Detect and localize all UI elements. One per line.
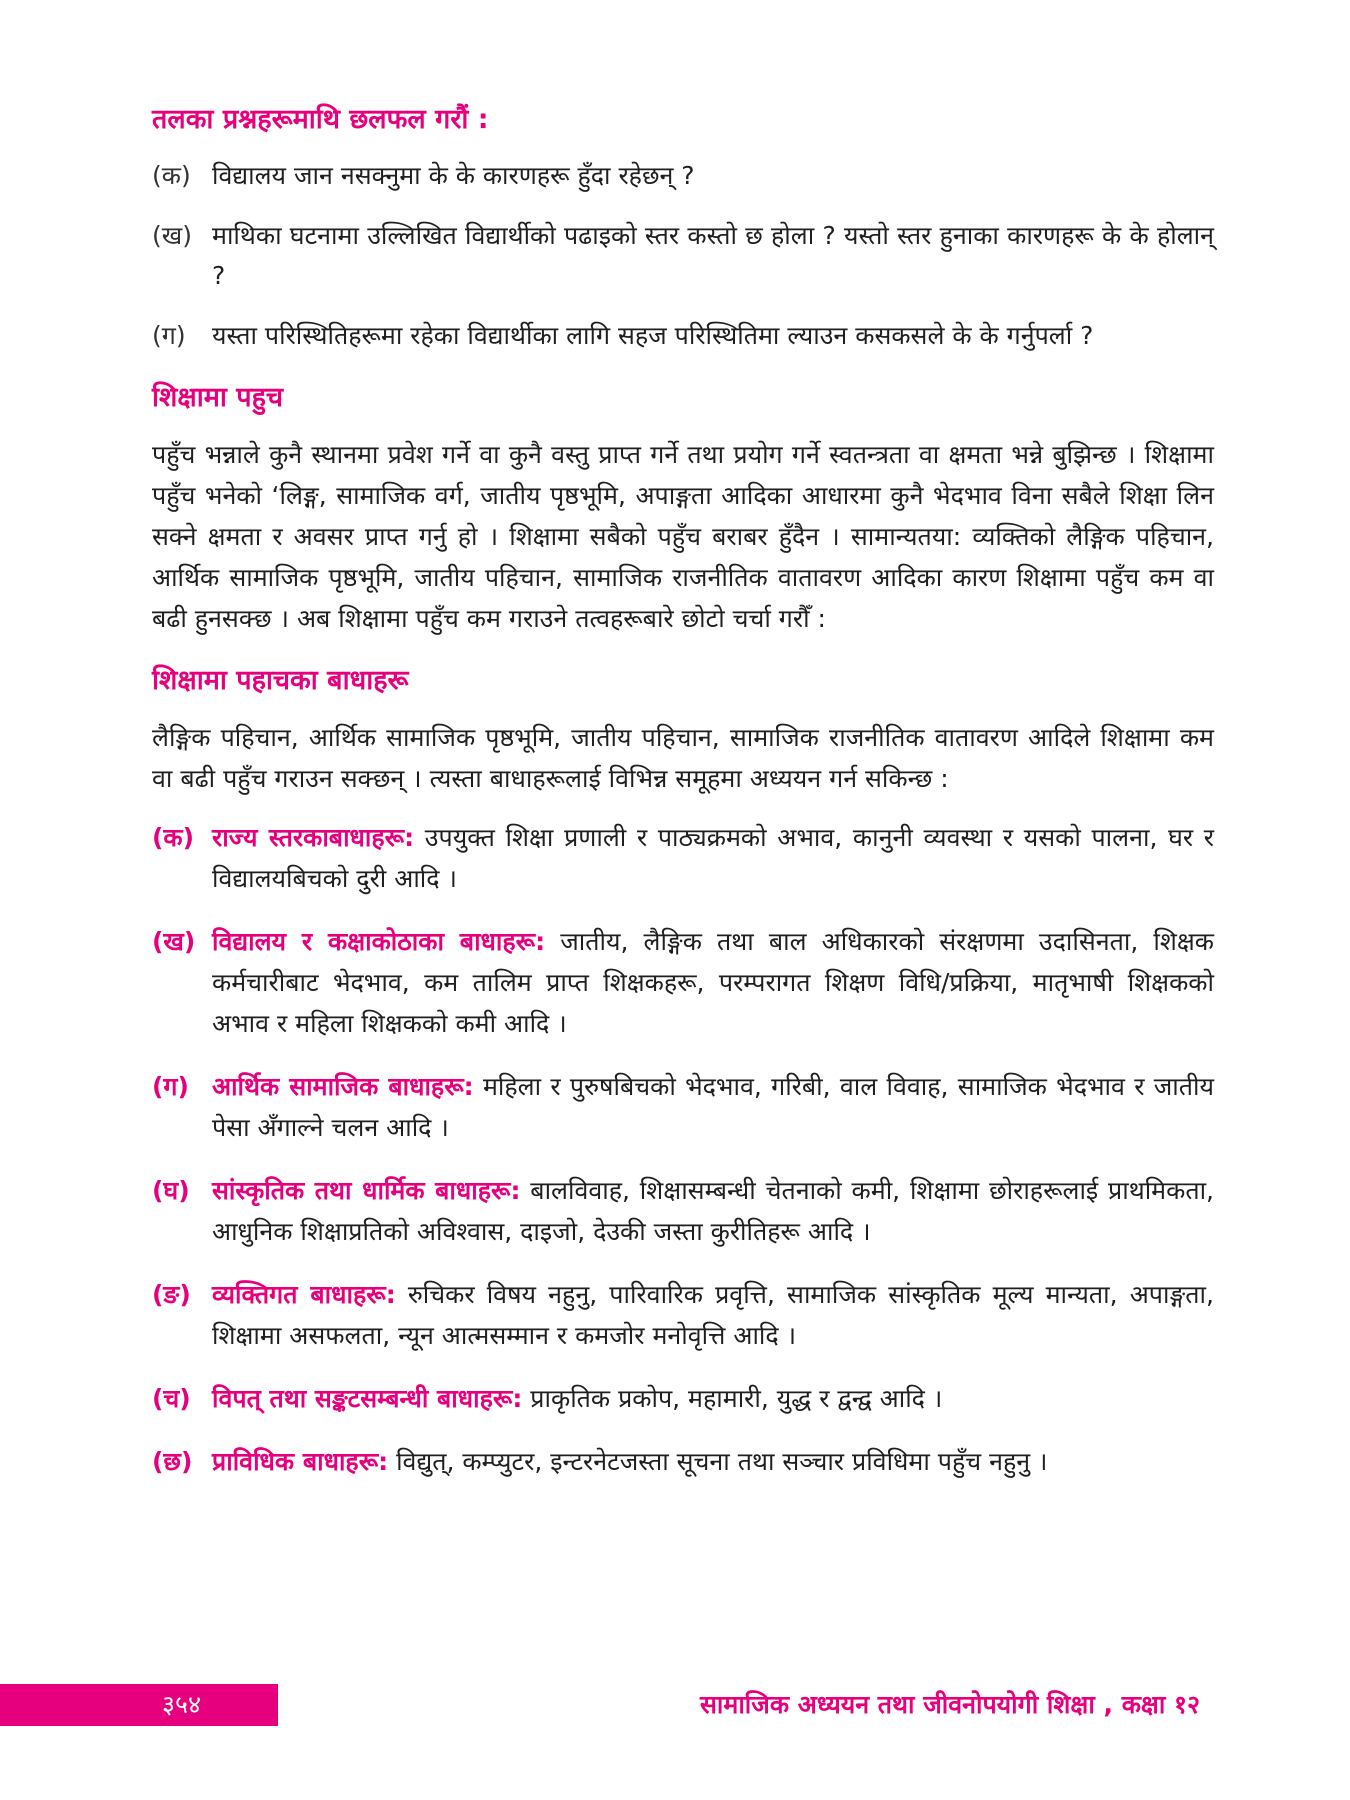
question-text: यस्ता परिस्थितिहरूमा रहेका विद्यार्थीका लागि सहज परिस्थितिमा ल्याउन कसकसले के के गर्नुपर्ला ? (212, 321, 1094, 350)
barrier-text-block (212, 1170, 1214, 1252)
barrier-description: जातीय, लैङ्गिक तथा बाल अधिकारको संरक्षणमा उदासिनता, शिक्षक कर्मचारीबाट भेदभाव, कम तालिम प्राप्त शिक्षकहरू, परम्परागत शिक्षण विधि/प्रक्रिया, मातृभाषी शिक्षकको अभाव र महिला शिक्षकको कमी आदि । (212, 927, 1215, 1038)
question-marker: (ख) (152, 221, 192, 250)
question-item (152, 156, 1214, 196)
barrier-marker: (छ) (152, 1447, 193, 1476)
page-number: ३५४ (162, 1690, 202, 1719)
barrier-text-block (212, 1441, 1214, 1482)
barrier-description: महिला र पुरुषबिचको भेदभाव, गरिबी, वाल विवाह, सामाजिक भेदभाव र जातीय पेसा अँगाल्ने चलन आदि । (212, 1072, 1214, 1142)
question-marker: (क) (152, 161, 191, 190)
barrier-description: बालविवाह, शिक्षासम्बन्धी चेतनाको कमी, शिक्षामा छोराहरूलाई प्राथमिकता, आधुनिक शिक्षाप्रतिको अविश्वास, दाइजो, देउकी जस्ता कुरीतिहरू आदि । (212, 1176, 1214, 1246)
discussion-heading: तलका प्रश्नहरूमाथि छलफल गरौं : (152, 104, 489, 135)
question-item (152, 216, 1214, 296)
barrier-marker: (च) (152, 1384, 191, 1413)
barrier-description: प्राकृतिक प्रकोप, महामारी, युद्ध र द्वन्द्व आदि । (522, 1384, 943, 1413)
barrier-item (152, 921, 1214, 1044)
barrier-text-block (212, 1274, 1214, 1356)
page-content (152, 100, 1214, 1504)
barrier-item (152, 1066, 1214, 1148)
question-item (152, 316, 1214, 356)
barrier-item (152, 817, 1214, 899)
access-heading: शिक्षामा पहुच (152, 382, 284, 413)
barrier-marker: (ग) (152, 1072, 189, 1101)
barrier-item (152, 1170, 1214, 1252)
barriers-heading: शिक्षामा पहाचका बाधाहरू (152, 665, 409, 696)
access-paragraph: पहुँच भन्नाले कुनै स्थानमा प्रवेश गर्ने वा कुनै वस्तु प्राप्त गर्ने तथा प्रयोग गर्ने स्वतन्त्रता वा क्षमता भन्ने बुझिन्छ । शिक्षामा पहुँच भनेको ‘लिङ्ग, सामाजिक वर्ग, जातीय पृष्ठभूमि, अपाङ्गता आदिका आधारमा कुनै भेदभाव विना सबैले शिक्षा लिन सक्ने क्षमता र अवसर प्राप्त गर्नु हो । शिक्षामा सबैको पहुँच बराबर हुँदैन । सामान्यतया: व्यक्तिको लैङ्गिक पहिचान, आर्थिक सामाजिक पृष्ठभूमि, जातीय पहिचान, सामाजिक राजनीतिक वातावरण आदिका कारण शिक्षामा पहुँच कम वा बढी हुनसक्छ । अब शिक्षामा पहुँच कम गराउने तत्वहरूबारे छोटो चर्चा गरौँ : (152, 440, 1214, 633)
barrier-text-block (212, 817, 1214, 899)
barrier-description: उपयुक्त शिक्षा प्रणाली र पाठ्यक्रमको अभाव, कानुनी व्यवस्था र यसको पालना, घर र विद्यालयबिचको दुरी आदि । (212, 823, 1214, 893)
barrier-marker: (ख) (152, 927, 196, 956)
barrier-item (152, 1274, 1214, 1356)
barrier-marker: (ङ) (152, 1280, 191, 1309)
barrier-text-block (212, 921, 1214, 1044)
barrier-description: रुचिकर विषय नहुनु, पारिवारिक प्रवृत्ति, सामाजिक सांस्कृतिक मूल्य मान्यता, अपाङ्गता, शिक्षामा असफलता, न्यून आत्मसम्मान र कमजोर मनोवृत्ति आदि । (212, 1280, 1214, 1350)
question-text: विद्यालय जान नसक्नुमा के के कारणहरू हुँदा रहेछन् ? (212, 161, 695, 190)
barrier-item (152, 1378, 1214, 1419)
barrier-marker: (घ) (152, 1176, 190, 1205)
footer-accent-bar (0, 1684, 278, 1726)
barrier-term: विद्यालय र कक्षाकोठाका बाधाहरू: (212, 927, 546, 956)
barrier-marker: (क) (152, 823, 195, 852)
question-marker: (ग) (152, 321, 186, 350)
barrier-term: व्यक्तिगत बाधाहरू: (212, 1280, 396, 1309)
footer-book-title: सामाजिक अध्ययन तथा जीवनोपयोगी शिक्षा , कक्षा १२ (700, 1690, 1200, 1719)
question-text: माथिका घटनामा उल्लिखित विद्यार्थीको पढाइको स्तर कस्तो छ होला ? यस्तो स्तर हुनाका कारणहरू के के होलान् ? (212, 221, 1214, 290)
barriers-intro-paragraph: लैङ्गिक पहिचान, आर्थिक सामाजिक पृष्ठभूमि, जातीय पहिचान, सामाजिक राजनीतिक वातावरण आदिले शिक्षामा कम वा बढी पहुँच गराउन सक्छन् । त्यस्ता बाधाहरूलाई विभिन्न समूहमा अध्ययन गर्न सकिन्छ : (152, 723, 1214, 793)
barrier-text-block (212, 1378, 1214, 1419)
barrier-term: विपत् तथा सङ्कटसम्बन्धी बाधाहरू: (212, 1384, 523, 1413)
barrier-term: आर्थिक सामाजिक बाधाहरू: (212, 1072, 474, 1101)
barrier-text-block (212, 1066, 1214, 1148)
barrier-item (152, 1441, 1214, 1482)
barrier-term: राज्य स्तरकाबाधाहरू: (212, 823, 415, 852)
barrier-description: विद्युत्, कम्प्युटर, इन्टरनेटजस्ता सूचना तथा सञ्चार प्रविधिमा पहुँच नहुनु । (388, 1447, 1048, 1476)
barrier-term: प्राविधिक बाधाहरू: (212, 1447, 389, 1476)
barrier-term: सांस्कृतिक तथा धार्मिक बाधाहरू: (212, 1176, 521, 1205)
